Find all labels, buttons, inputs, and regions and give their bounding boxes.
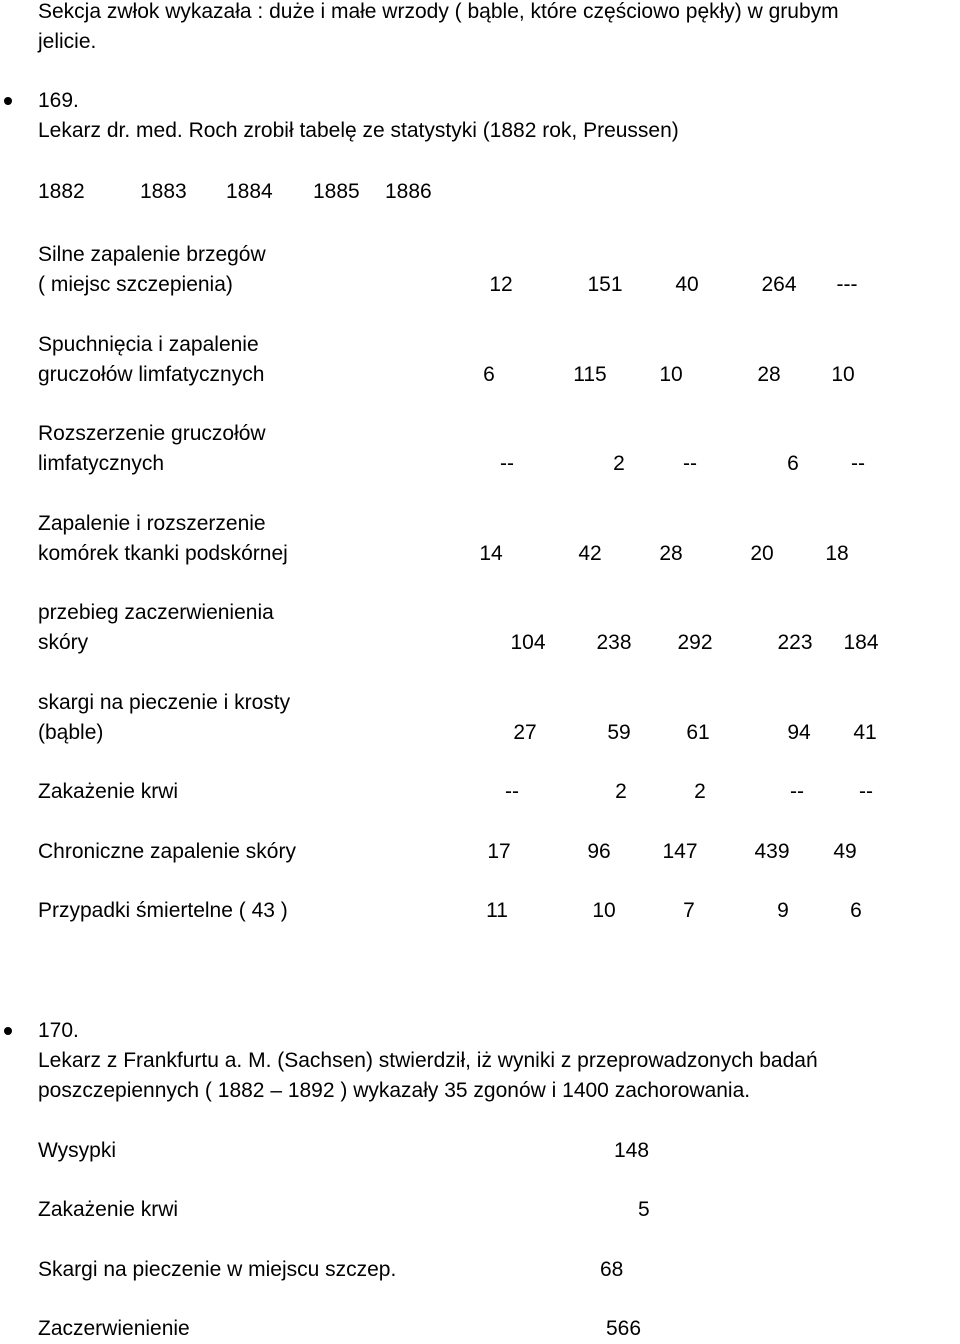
item-170-text-line-1: Lekarz z Frankfurtu a. M. (Sachsen) stwierdził, iż wyniki z przeprowadzonych badań — [38, 1049, 818, 1072]
row-label: Chroniczne zapalenie skóry — [38, 840, 296, 863]
row-value: 264 — [761, 273, 797, 296]
row-value: 28 — [757, 363, 781, 386]
item-169-text: Lekarz dr. med. Roch zrobił tabelę ze statystyki (1882 rok, Preussen) — [38, 119, 679, 142]
table-row — [0, 688, 960, 748]
table-row — [0, 509, 960, 569]
row-value: 12 — [489, 273, 513, 296]
row-label-line-1: Spuchnięcia i zapalenie — [38, 333, 259, 356]
table-row — [0, 747, 960, 807]
row-label-line-2: limfatycznych — [38, 452, 165, 475]
row-value: 292 — [677, 631, 713, 654]
stat-label: Zaczerwienienie — [38, 1317, 190, 1340]
item-169-number: 169. — [38, 89, 79, 112]
row-value: 11 — [486, 899, 508, 922]
row-value: -- — [505, 780, 519, 803]
row-value: 184 — [843, 631, 879, 654]
row-value: 6 — [483, 363, 495, 386]
row-label-line-2: ( miejsc szczepienia) — [38, 273, 233, 296]
table-row — [0, 330, 960, 390]
row-value: -- — [859, 780, 873, 803]
intro-line-1: Sekcja zwłok wykazała : duże i małe wrzody ( bąble, które częściowo pękły) w grubym — [38, 0, 839, 23]
row-value: --- — [836, 273, 858, 296]
item-170-text-line-2: poszczepiennych ( 1882 – 1892 ) wykazały 35 zgonów i 1400 zachorowania. — [38, 1079, 751, 1102]
row-value: 7 — [683, 899, 695, 922]
table-row — [0, 598, 960, 658]
row-value: 59 — [607, 721, 631, 744]
row-value: 28 — [659, 542, 683, 565]
stat-value: 148 — [614, 1139, 650, 1162]
row-value: 14 — [479, 542, 503, 565]
row-value: 115 — [573, 363, 607, 386]
row-value: 20 — [750, 542, 774, 565]
row-label-line-2: skóry — [38, 631, 89, 654]
table-row — [0, 866, 960, 926]
row-value: 96 — [587, 840, 611, 863]
bullet-icon — [4, 1027, 12, 1035]
year-1882: 1882 — [38, 180, 85, 203]
row-value: 42 — [578, 542, 602, 565]
stat-value: 566 — [606, 1317, 642, 1340]
bullet-icon — [4, 97, 12, 105]
row-value: 27 — [513, 721, 537, 744]
row-value: 10 — [831, 363, 855, 386]
row-value: 40 — [675, 273, 699, 296]
row-value: -- — [683, 452, 697, 475]
row-value: 2 — [613, 452, 625, 475]
row-label-line-1: skargi na pieczenie i krosty — [38, 691, 291, 714]
row-value: 238 — [596, 631, 632, 654]
stat-label: Skargi na pieczenie w miejscu szczep. — [38, 1258, 397, 1281]
row-value: -- — [790, 780, 804, 803]
row-value: 94 — [787, 721, 811, 744]
row-value: 10 — [592, 899, 616, 922]
row-value: -- — [500, 452, 514, 475]
stat-value: 5 — [638, 1198, 650, 1221]
row-value: 17 — [487, 840, 511, 863]
row-value: 41 — [853, 721, 877, 744]
row-value: 104 — [510, 631, 546, 654]
row-value: 61 — [686, 721, 710, 744]
row-value: 10 — [659, 363, 683, 386]
stat-value: 68 — [600, 1258, 624, 1281]
item-170-number: 170. — [38, 1019, 79, 1042]
row-value: 49 — [833, 840, 857, 863]
row-value: 439 — [754, 840, 790, 863]
row-value: 6 — [850, 899, 862, 922]
row-value: -- — [851, 452, 865, 475]
row-value: 223 — [777, 631, 813, 654]
row-label: Zakażenie krwi — [38, 780, 179, 803]
year-1884: 1884 — [226, 180, 273, 203]
row-value: 151 — [587, 273, 623, 296]
row-label-line-1: Zapalenie i rozszerzenie — [38, 512, 266, 535]
stat-label: Zakażenie krwi — [38, 1198, 179, 1221]
row-value: 9 — [777, 899, 789, 922]
table-row — [0, 419, 960, 479]
table-row — [0, 240, 960, 300]
row-value: 147 — [662, 840, 698, 863]
intro-line-2: jelicie. — [38, 30, 97, 53]
row-label: Przypadki śmiertelne ( 43 ) — [38, 899, 288, 922]
row-value: 2 — [615, 780, 627, 803]
year-1885: 1885 — [313, 180, 360, 203]
row-label-line-1: Rozszerzenie gruczołów — [38, 422, 266, 445]
table-row — [0, 807, 960, 867]
year-1883: 1883 — [140, 180, 187, 203]
row-label-line-1: przebieg zaczerwienienia — [38, 601, 274, 624]
row-value: 6 — [787, 452, 799, 475]
row-label-line-2: (bąble) — [38, 721, 104, 744]
row-label-line-1: Silne zapalenie brzegów — [38, 243, 266, 266]
row-label-line-2: komórek tkanki podskórnej — [38, 542, 288, 565]
row-value: 18 — [825, 542, 849, 565]
row-value: 2 — [694, 780, 706, 803]
stat-label: Wysypki — [38, 1139, 116, 1162]
year-1886: 1886 — [385, 180, 432, 203]
row-label-line-2: gruczołów limfatycznych — [38, 363, 265, 386]
